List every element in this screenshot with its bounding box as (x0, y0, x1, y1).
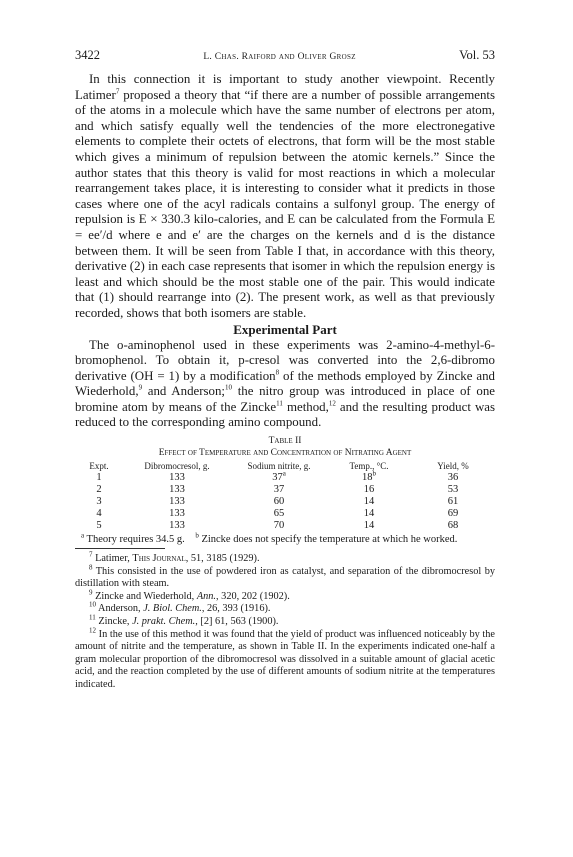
cell-yield: 68 (447, 520, 459, 532)
journal-name: J. prakt. Chem. (132, 616, 196, 628)
col-header-sodium-nitrite: Sodium nitrite, g. (247, 461, 311, 472)
footnote-mark-a: a (282, 469, 286, 478)
cell-dibromocresol: 133 (169, 520, 185, 532)
cell-expt: 3 (96, 496, 102, 508)
page-number: 3422 (75, 48, 100, 62)
footnote-12 (75, 626, 495, 692)
exp-text-b: of the methods employed by Zincke and Wiederhold, (75, 368, 495, 399)
col-header-expt: Expt. (89, 461, 109, 472)
table-row (75, 508, 495, 520)
footnote-mark: 7 (89, 550, 93, 559)
footnotes (75, 550, 495, 692)
page-header (75, 48, 495, 72)
footnote-8 (75, 563, 495, 591)
footnote-ref: , 26, 393 (1916). (201, 603, 271, 615)
volume-label: Vol. 53 (459, 48, 495, 62)
ref-11: 11 (276, 399, 283, 408)
cell-sodium-nitrite: 65 (273, 508, 285, 520)
footnote-text: This consisted in the use of powdered iron as catalyst, and separation of the dibromocresol by distillation with steam. (75, 565, 495, 590)
journal-name: J. Biol. Chem. (143, 603, 202, 615)
exp-text-c: and Anderson; (142, 384, 226, 399)
exp-text-d: the nitro group was introduced in place of one bromine atom by means of the Zincke (75, 384, 495, 414)
data-table (75, 460, 495, 532)
footnote-text: Latimer, (92, 553, 133, 565)
table-note-mark-b: b (195, 531, 199, 540)
body-text (75, 72, 495, 431)
footnote-text: Zincke, (95, 616, 133, 628)
col-header-temp: Temp., °C. (349, 461, 389, 472)
table-row (75, 520, 495, 532)
ref-12: 12 (328, 399, 336, 408)
cell-expt: 4 (96, 508, 102, 520)
footnote-11 (75, 613, 495, 629)
cell-yield: 53 (447, 484, 459, 496)
footnote-9 (75, 588, 495, 604)
footnote-mark-b: b (372, 469, 376, 478)
experimental-paragraph (75, 338, 495, 432)
table-note-b: Zincke does not specify the temperature at which he worked. (198, 534, 458, 546)
cell-yield: 36 (447, 472, 459, 484)
cell-expt: 5 (96, 520, 102, 532)
footnote-mark: 10 (89, 601, 96, 610)
table-row (75, 484, 495, 496)
cell-sodium-nitrite: 37 (273, 484, 285, 496)
footnote-text: In the use of this method it was found that the yield of product was influenced noticeably by the amount of nitrite and the temperature, as shown in Table II. In the experiments indicated one-half a gram molecular proportion of the dibromocresol was dissolved in a suitable amount of glacial acetic acid, and the reaction completed by the use of different amounts of sodium nitrite at the temperatures indicated. (75, 628, 495, 690)
table-note-a: Theory requires 34.5 g. (84, 534, 185, 546)
cell-temp (327, 469, 411, 484)
footnote-ref: , 320, 202 (1902). (216, 590, 290, 602)
cell-temp: 16 (363, 484, 375, 496)
intro-paragraph (75, 72, 495, 322)
section-heading: Experimental Part (233, 321, 337, 337)
ref-9: 9 (138, 383, 143, 392)
footnote-mark: 9 (89, 588, 93, 597)
cell-sodium-nitrite: 60 (273, 496, 285, 508)
table-row (75, 472, 495, 484)
cell-temp: 14 (363, 508, 375, 520)
footnote-10 (75, 603, 495, 616)
cell-sodium-nitrite (231, 469, 327, 484)
footnote-text: Zincke and Wiederhold, (92, 590, 197, 602)
ref-7: 7 (115, 87, 120, 96)
cell-dibromocresol: 133 (169, 496, 185, 508)
col-header-yield: Yield, % (437, 461, 469, 472)
table-caption: Effect of Temperature and Concentration of Nitrating Agent (158, 448, 412, 459)
footnote-mark: 11 (89, 613, 96, 622)
cell-dibromocresol: 133 (169, 472, 185, 484)
journal-name: Ann. (196, 590, 217, 602)
table-note-mark-a: a (81, 531, 85, 540)
table-row (75, 496, 495, 508)
footnote-mark: 12 (89, 626, 96, 635)
cell-temp: 14 (363, 520, 375, 532)
footnote-mark: 8 (89, 563, 93, 572)
ref-8: 8 (275, 368, 280, 377)
cell-value: 18 (362, 472, 373, 484)
footnote-ref: , 51, 3185 (1929). (185, 553, 260, 565)
cell-expt: 1 (96, 472, 102, 484)
exp-text-e: method, (282, 399, 329, 414)
cell-temp: 14 (363, 496, 375, 508)
cell-value: 37 (272, 472, 283, 484)
exp-text-f: and the resulting product was reduced to the corresponding amino compound. (75, 399, 495, 430)
cell-dibromocresol: 133 (169, 484, 185, 496)
running-title: L. Chas. Raiford and Oliver Grosz (203, 52, 356, 62)
cell-dibromocresol: 133 (169, 508, 185, 520)
intro-text-b: proposed a theory that “if there are a number of possible arrangements of the atoms in a molecule which have the same number of electrons per atom, and which satisfy equally well the tendencies of the more electronegative elements to complete their octets of electrons, that form will be the most stable which gives a minimum of repulsion between the atomic kernels.” Since the author states that this theory is valid for most reactions in which a molecular rearrangement takes place, it is interesting to consider what it predicts in those cases where one of the acyl radicals contains a sulfonyl group. The energy of repulsion is E × 330.3 kilo-calories, and E can be calculated from the Formula E = ee′/d where e and e′ are the charges on the kernels and d is the distance between them. It will be seen from Table I that, in accordance with this theory, derivative (2) in each case represents that isomer in which the repulsion energy is least and which should be the most stable one of the pair. This would indicate that (1) should rearrange into (2). The present work, as well as that previously recorded, shows that both isomers are stable. (75, 87, 495, 320)
intro-text-a: In this connection it is important to study another viewpoint. Recently Latimer (75, 72, 495, 102)
table-notes (75, 533, 495, 546)
exp-text-a: The o-aminophenol used in these experiments was 2-amino-4-methyl-6-bromophenol. To obtain it, p-cresol was converted into the 2,6-dibromo derivative (OH = 1) by a modification (75, 337, 495, 383)
ref-10: 10 (225, 383, 233, 392)
table-label: Table II (268, 436, 302, 447)
journal-name: This Journal (132, 553, 186, 565)
col-header-dibromocresol: Dibromocresol, g. (144, 461, 210, 472)
footnote-text: Anderson, (96, 603, 144, 615)
cell-yield: 61 (447, 496, 459, 508)
footnote-divider (75, 548, 165, 549)
footnote-7 (75, 550, 495, 566)
journal-page (75, 48, 495, 692)
footnote-ref: , [2] 61, 563 (1900). (195, 616, 279, 628)
cell-expt: 2 (96, 484, 102, 496)
cell-sodium-nitrite: 70 (273, 520, 285, 532)
cell-yield: 69 (447, 508, 459, 520)
